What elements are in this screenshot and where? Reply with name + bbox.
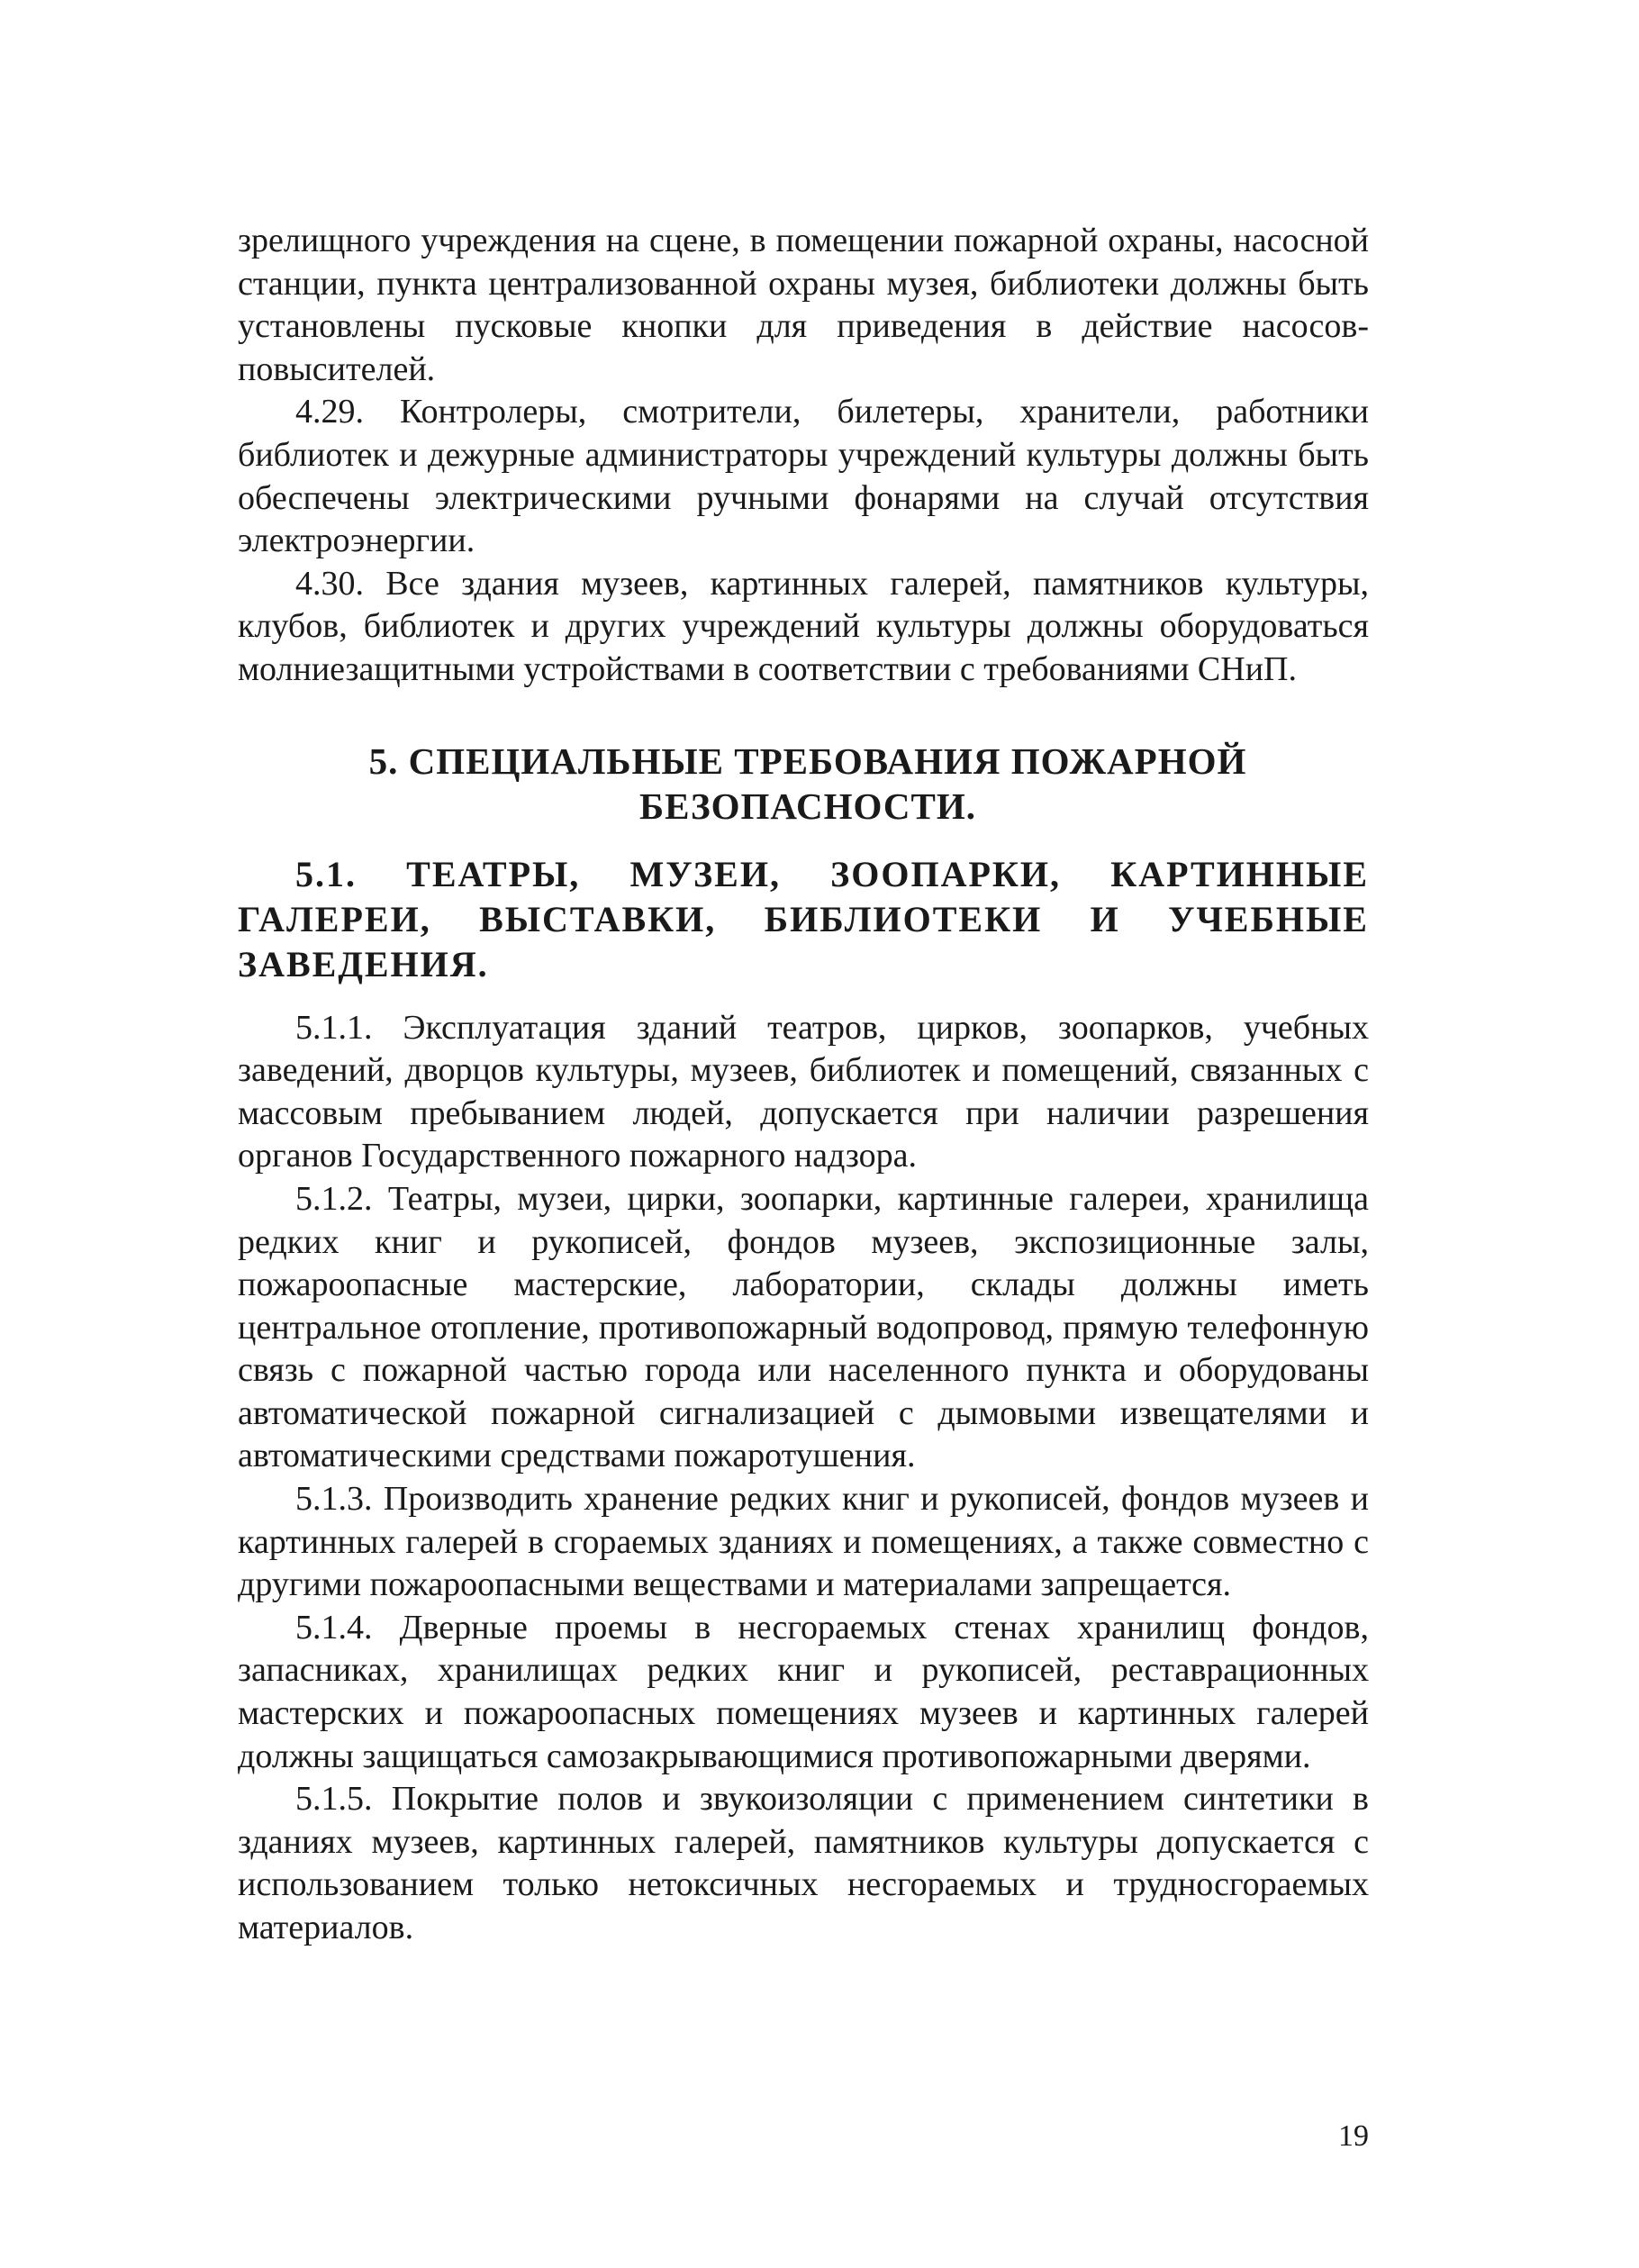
spacer <box>238 692 1369 739</box>
paragraph-5-1-3: 5.1.3. Производить хранение редких книг и рукописей, фондов музеев и картинных галерей в сгораемых зданиях и помещениях, а также совместно с другими пожароопасными веществами и материалами запрещается. <box>238 1480 1369 1604</box>
paragraph-4-30: 4.30. Все здания музеев, картинных галерей, памятников культуры, клубов, библиотек и других учреждений культуры должны оборудоваться молниезащитными устройствами в соответствии с требованиями СНиП. <box>238 564 1369 688</box>
paragraph-continuation: зрелищного учреждения на сцене, в помещении пожарной охраны, насосной станции, пункта централизованной охраны музея, библиотеки должны быть установлены пусковые кнопки для приведения в действие насосов-повысителей. <box>238 222 1369 388</box>
page-number: 19 <box>1338 2119 1369 2153</box>
sub-heading: 5.1. ТЕАТРЫ, МУЗЕИ, ЗООПАРКИ, КАРТИННЫЕ ГАЛЕРЕИ, ВЫСТАВКИ, БИБЛИОТЕКИ И УЧЕБНЫЕ ЗАВЕДЕНИЯ. <box>238 853 1369 984</box>
document-page <box>238 220 1369 1950</box>
paragraph-5-1-5: 5.1.5. Покрытие полов и звукоизоляции с применением синтетики в зданиях музеев, картинных галерей, памятников культуры допускается с использованием только нетоксичных несгораемых и трудносгораемых материалов. <box>238 1780 1369 1946</box>
paragraph-5-1-2: 5.1.2. Театры, музеи, цирки, зоопарки, картинные галереи, хранилища редких книг и рукописей, фондов музеев, экспозиционные залы, пожароопасные мастерские, лаборатории, склады должны иметь центральное отопление, противопожарный водопровод, прямую телефонную связь с пожарной частью города или населенного пункта и оборудованы автоматической пожарной сигнализацией с дымовыми извещателями и автоматическими средствами пожаротушения. <box>238 1179 1369 1475</box>
paragraph-4-29: 4.29. Контролеры, смотрители, билетеры, хранители, работники библиотек и дежурные администраторы учреждений культуры должны быть обеспечены электрическими ручными фонарями на случай отсутствия электроэнергии. <box>238 393 1369 560</box>
paragraph-5-1-1: 5.1.1. Эксплуатация зданий театров, цирков, зоопарков, учебных заведений, дворцов культуры, музеев, библиотек и помещений, связанных с массовым пребыванием людей, допускается при наличии разрешения органов Государственного пожарного надзора. <box>238 1008 1369 1175</box>
spacer <box>238 987 1369 1007</box>
section-heading: 5. СПЕЦИАЛЬНЫЕ ТРЕБОВАНИЯ ПОЖАРНОЙ БЕЗОПАСНОСТИ. <box>368 739 1247 827</box>
spacer <box>238 829 1369 852</box>
paragraph-5-1-4: 5.1.4. Дверные проемы в несгораемых стенах хранилищ фондов, запасниках, хранилищах редких книг и рукописей, реставрационных мастерских и пожароопасных помещениях музеев и картинных галерей должны защищаться самозакрывающимися противопожарными дверями. <box>238 1608 1369 1775</box>
